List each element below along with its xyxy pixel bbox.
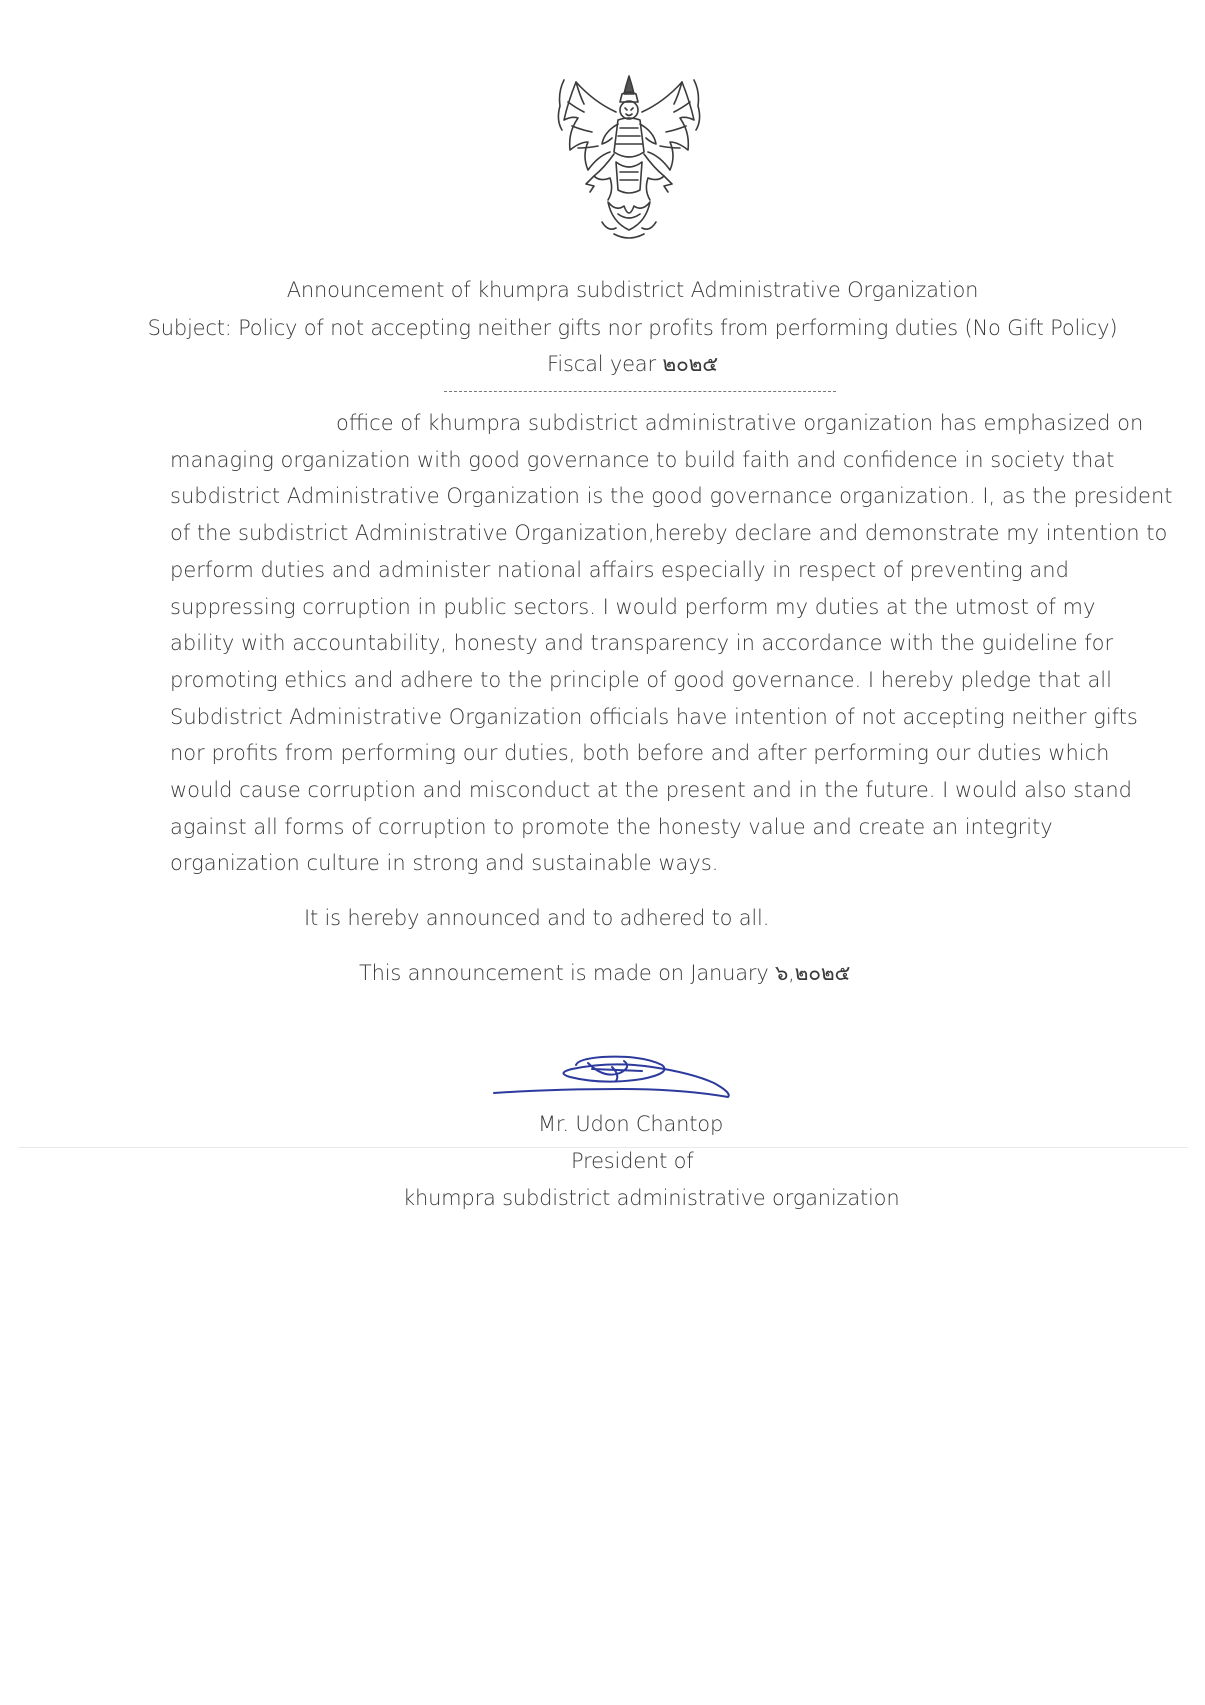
body-line: ability with accountability, honesty and transparency in accordance with the guideline for <box>170 631 1114 656</box>
body-line: suppressing corruption in public sectors. I would perform my duties at the utmost of my <box>170 594 1096 619</box>
handwritten-signature <box>492 1045 732 1100</box>
closing-announcement: It is hereby announced and to adhered to all. <box>304 906 770 930</box>
fiscal-year: Fiscal year ๒๐๒๕ <box>547 352 718 376</box>
signatory-name: Mr. Udon Chantop <box>538 1112 724 1136</box>
body-line: promoting ethics and adhere to the principle of good governance. I hereby pledge that all <box>170 667 1112 692</box>
body-line: would cause corruption and misconduct at the present and in the future. I would also stand <box>170 778 1132 803</box>
announcement-subject: Subject: Policy of not accepting neither gifts nor profits from performing duties (No Gift Policy) <box>147 316 1118 340</box>
body-line: office of khumpra subdistrict administrative organization has emphasized on <box>336 411 1144 435</box>
announcement-date: This announcement is made on January ๖,๒๐๒๕ <box>359 961 851 985</box>
garuda-emblem <box>554 72 704 244</box>
header-separator <box>444 391 836 392</box>
body-line: perform duties and administer national affairs especially in respect of preventing and <box>170 557 1069 582</box>
body-line: organization culture in strong and sustainable ways. <box>170 851 719 876</box>
body-line: of the subdistrict Administrative Organization,hereby declare and demonstrate my intention to <box>170 521 1168 546</box>
body-line: subdistrict Administrative Organization is the good governance organization. I, as the president <box>170 484 1173 509</box>
body-line: against all forms of corruption to promote the honesty value and create an integrity <box>170 814 1053 839</box>
signatory-position: President of <box>571 1149 694 1173</box>
body-line: nor profits from performing our duties, both before and after performing our duties which <box>170 741 1110 766</box>
announcement-body <box>170 405 1173 882</box>
body-line: Subdistrict Administrative Organization officials have intention of not accepting neither gifts <box>170 704 1138 729</box>
announcement-title: Announcement of khumpra subdistrict Administrative Organization <box>286 278 979 302</box>
body-line: managing organization with good governance to build faith and confidence in society that <box>170 447 1115 472</box>
signatory-organization: khumpra subdistrict administrative organization <box>403 1186 900 1210</box>
